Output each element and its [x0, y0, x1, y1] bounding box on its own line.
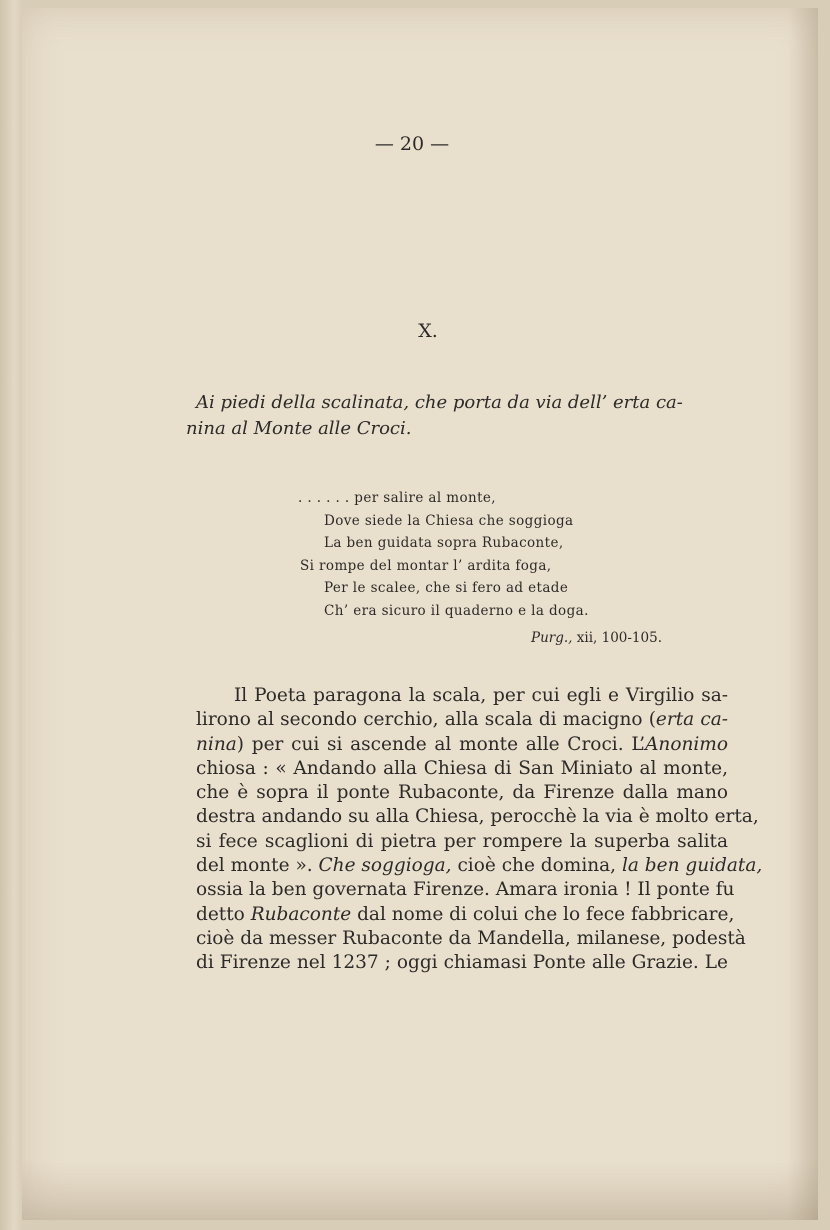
- verse-line: . . . . . . per salire al monte,: [298, 490, 497, 506]
- verse-line: La ben guidata sopra Rubaconte,: [324, 535, 564, 551]
- body-line: cioè da messer Rubaconte da Mandella, milanese, podestà: [196, 927, 746, 949]
- section-title: X.: [418, 320, 438, 342]
- text-run: dal nome di colui che lo fece fabbricare,: [351, 903, 735, 925]
- book-page: [22, 8, 818, 1220]
- citation-reference: xii, 100-105.: [572, 630, 662, 646]
- italic-run: la ben guidata,: [621, 855, 763, 877]
- body-line: Il Poeta paragona la scala, per cui egli e Virgilio sa-: [234, 685, 728, 706]
- verse-line: Si rompe del montar l’ ardita foga,: [300, 557, 552, 574]
- section-subtitle: [186, 390, 734, 442]
- verse-line: Per le scalee, che si fero ad etade: [324, 580, 569, 596]
- italic-run: Che soggioga,: [318, 855, 452, 877]
- text-run: lirono al secondo cerchio, alla scala di macigno (: [196, 709, 656, 731]
- body-line: si fece scaglioni di pietra per rompere la superba salita: [196, 830, 728, 852]
- body-line: [196, 733, 728, 757]
- page-number: — 20 —: [374, 133, 450, 155]
- verse-citation: [522, 630, 662, 646]
- citation-work: Purg.,: [531, 630, 573, 646]
- body-line: [196, 903, 735, 927]
- body-line: [196, 708, 728, 732]
- body-line: chiosa : « Andando alla Chiesa di San Miniato al monte,: [196, 757, 728, 779]
- italic-run: Anonimo: [645, 733, 728, 755]
- body-paragraph: [196, 684, 763, 976]
- body-line: [196, 854, 763, 878]
- subtitle-line-2: nina al Monte alle Croci.: [186, 418, 412, 439]
- page-shadow-right: [788, 8, 818, 1220]
- text-run: ) per cui si ascende al monte alle Croci. L’: [236, 733, 646, 755]
- text-run: del monte ».: [196, 855, 319, 877]
- subtitle-line-1: Ai piedi della scalinata, che porta da via dell’ erta ca-: [196, 392, 683, 413]
- page-shadow-bottom: [22, 1160, 818, 1220]
- text-run: cioè che domina,: [451, 855, 622, 877]
- body-line: che è sopra il ponte Rubaconte, da Firenze dalla mano: [196, 782, 728, 804]
- italic-run: erta ca-: [655, 709, 729, 731]
- italic-run: Rubaconte: [250, 903, 352, 925]
- verse-quote: [280, 487, 660, 622]
- body-line: di Firenze nel 1237 ; oggi chiamasi Ponte alle Grazie. Le: [196, 952, 728, 974]
- body-line: destra andando su alla Chiesa, perocchè la via è molto erta,: [196, 806, 759, 828]
- italic-run: nina: [196, 733, 237, 755]
- verse-line: Dove siede la Chiesa che soggioga: [324, 512, 574, 529]
- body-line: ossia la ben governata Firenze. Amara ironia ! Il ponte fu: [196, 879, 735, 901]
- text-run: detto: [196, 903, 251, 925]
- verse-line: Ch’ era sicuro il quaderno e la doga.: [324, 602, 589, 619]
